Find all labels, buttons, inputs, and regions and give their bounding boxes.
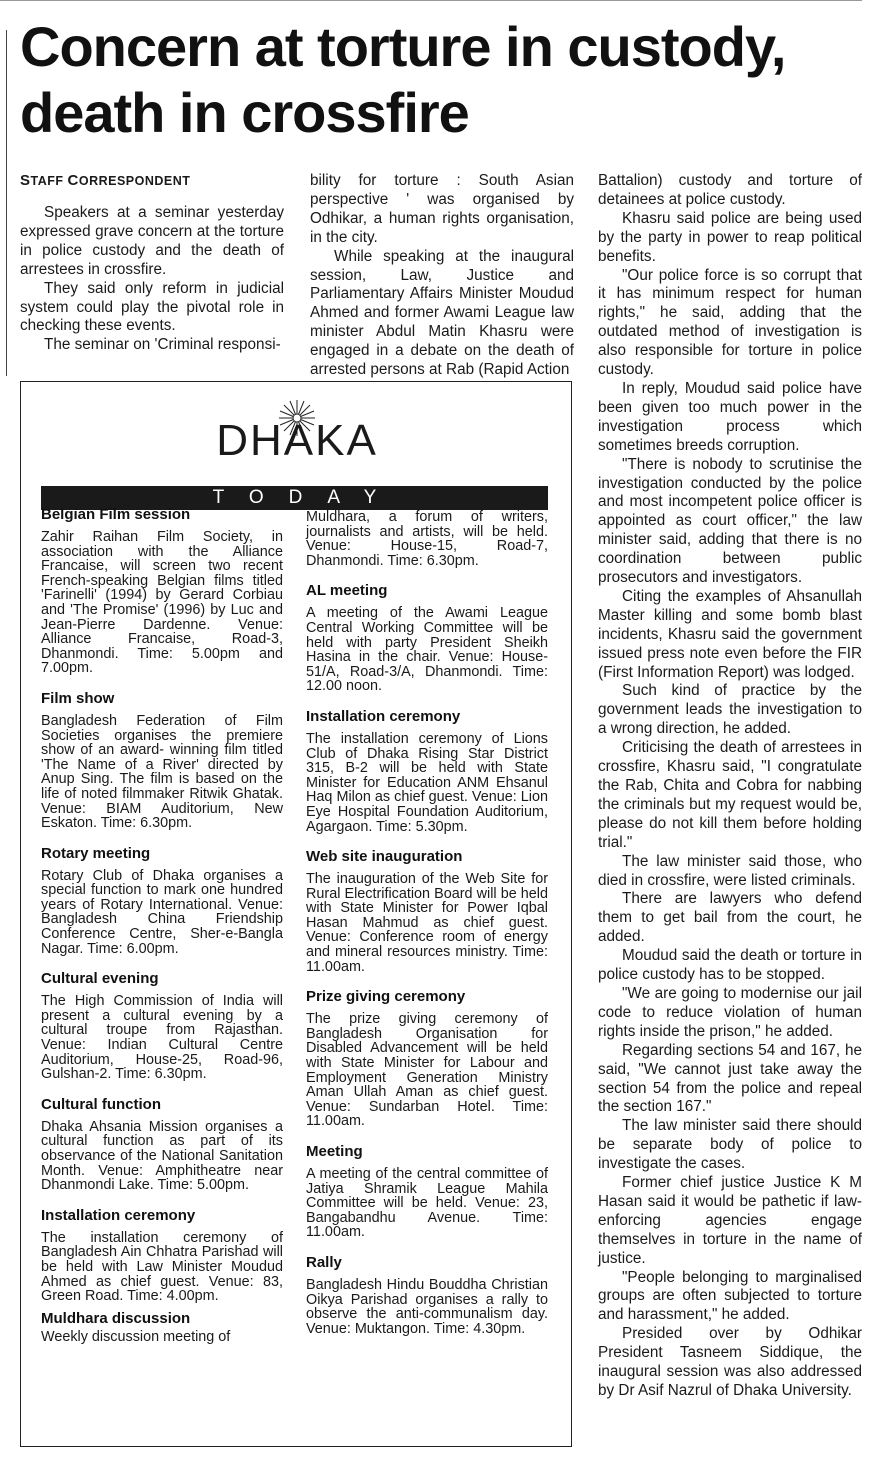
event-body: A meeting of the Awami League Central Working Committee will be held with party President Sheikh Hasina in the chair. Venue: House-51/A, Road-3/A, Dhanmondi. Time: 12.00 noon. <box>306 605 548 695</box>
paragraph: Regarding sections 54 and 167, he said, "We cannot just take away the section 54 from the police and repeal the section 167." <box>598 1041 862 1116</box>
event-item <box>41 506 283 676</box>
dhaka-today-box <box>20 381 572 1447</box>
event-body: The inauguration of the Web Site for Rural Electrification Board will be held with State Minister for Power Iqbal Hasan Mahmud as chief guest. Venue: Conference room of energy and mineral resources ministry. Time: 11.00am. <box>306 871 548 975</box>
event-item <box>306 988 548 1129</box>
event-item <box>41 1207 283 1304</box>
paragraph: Speakers at a seminar yesterday expressed grave concern at the torture in police custody and the death of arrestees in crossfire. <box>20 204 284 278</box>
paragraph: Battalion) custody and torture of detainees at police custody. <box>598 172 862 208</box>
article-column-3 <box>598 172 862 1401</box>
event-body: Weekly discussion meeting of <box>41 1328 231 1345</box>
event-item <box>41 845 283 957</box>
event-title: Rotary meeting <box>41 844 151 862</box>
events-right-column <box>306 510 548 1350</box>
paragraph: "Our police force is so corrupt that it has minimum respect for human rights," he said, adding that the outdated method of investigation is also responsible for torture in police custody. <box>598 266 862 379</box>
paragraph: While speaking at the inaugural session, Law, Justice and Parliamentary Affairs Minister Moudud Ahmed and former Awami League law minister Abdul Matin Khasru were engaged in a debate on the death of arrested persons at Rab (Rapid Action <box>310 247 574 379</box>
event-body: The installation ceremony of Lions Club of Dhaka Rising Star District 315, B-2 will be held with State Minister for Education ANM Ehsanul Haq Milon as chief guest. Venue: Lion Eye Hospital Foundation Auditorium, Agargaon. Time: 5.30pm. <box>306 730 548 835</box>
paragraph: "People belonging to marginalised groups are often subjected to torture and harassment," he added. <box>598 1268 862 1324</box>
event-item <box>306 510 548 568</box>
event-title: Meeting <box>306 1143 363 1160</box>
paragraph: The seminar on 'Criminal responsi- <box>44 336 281 354</box>
headline: Concern at torture in custody, death in crossfire <box>20 15 786 144</box>
event-title: Muldhara discussion <box>41 1309 191 1327</box>
events-left-column <box>41 506 283 1358</box>
paragraph: Presided over by Odhikar President Tasneem Siddique, the inaugural session was also addressed by Dr Asif Nazrul of Dhaka University. <box>598 1325 862 1399</box>
paragraph: In reply, Moudud said police have been given too much power in the investigation process which sometimes breeds corruption. <box>598 379 862 454</box>
paragraph: Former chief justice Justice K M Hasan said it would be pathetic if law-enforcing agencies engage themselves in torture in the name of justice. <box>598 1174 862 1267</box>
event-item <box>306 1254 548 1336</box>
event-title: Film show <box>41 689 115 707</box>
event-body: Bangladesh Federation of Film Societies organises the premiere show of an award- winning film titled 'The Name of a River' directed by Anup Sing. The film is based on the life of noted filmmaker Ritwik Ghatak. Venue: BIAM Auditorium, New Eskaton. Time: 6.30pm. <box>41 712 283 832</box>
paragraph: The law minister said those, who died in crossfire, were listed criminals. <box>598 852 862 889</box>
event-title: Cultural evening <box>41 970 159 988</box>
paragraph: Such kind of practice by the government leads the investigation to a wrong direction, he added. <box>598 682 862 738</box>
event-item <box>306 708 548 834</box>
paragraph: bility for torture : South Asian perspective ' was organised by Odhikar, a human rights organisation, in the city. <box>310 172 574 246</box>
logo-dhaka-text: DHAKA <box>216 416 378 465</box>
paragraph: There are lawyers who defend them to get bail from the court, he added. <box>598 890 862 946</box>
event-title: Prize giving ceremony <box>306 988 466 1006</box>
event-body: A meeting of the central committee of Jatiya Shramik League Mahila Committee will be held. Venue: 23, Bangabandhu Avenue. Time: 11.00am. <box>306 1166 548 1241</box>
paragraph: Criticising the death of arrestees in crossfire, Khasru said, "I congratulate the Rab, Chita and Cobra for nabbing the criminals but my request would be, please do not kill them before holding trial." <box>598 739 862 851</box>
logo-today-bar: TODAY <box>41 486 548 510</box>
event-item <box>306 1143 548 1240</box>
event-title: Installation ceremony <box>306 707 461 725</box>
event-item <box>306 848 548 974</box>
event-title: Installation ceremony <box>41 1206 196 1224</box>
dhaka-today-logo <box>21 398 573 508</box>
event-body: Zahir Raihan Film Society, in association with the Alliance Francaise, will screen two recent French-speaking Belgian films titled 'Farinelli' (1994) by Gerard Corbiau and 'The Promise' (1996) by Luc and Jean-Pierre Dardenne. Venue: Alliance Francaise, Road-3, Dhanmondi. Time: 5.00pm and 7.00pm. <box>41 529 283 677</box>
event-body: Muldhara, a forum of writers, journalists and artists, will be held. Venue: House-15, Road-7, Dhanmondi. Time: 6.30pm. <box>306 509 548 569</box>
event-item <box>41 690 283 831</box>
top-rule <box>0 0 862 1</box>
article-column-2 <box>310 172 574 380</box>
event-item <box>41 1096 283 1193</box>
event-body: Bangladesh Hindu Bouddha Christian Oikya Parishad organises a rally to observe the anti-communalism day. Venue: Muktangon. Time: 4.30pm. <box>306 1276 548 1337</box>
event-body: The prize giving ceremony of Bangladesh Organisation for Disabled Advancement will be held with State Minister for Labour and Employment Generation Ministry Aman Ullah Aman as chief guest. Venue: Sundarban Hotel. Time: 11.00am. <box>306 1011 548 1130</box>
event-title: Cultural function <box>41 1095 161 1113</box>
byline: STAFF CORRESPONDENT <box>20 172 191 189</box>
event-body: Dhaka Ahsania Mission organises a cultural function as part of its observance of the National Sanitation Month. Venue: Amphitheatre near Dhanmondi Lake. Time: 5.00pm. <box>41 1118 283 1194</box>
event-body: The High Commission of India will present a cultural evening by a cultural troupe from Rajasthan. Venue: Indian Cultural Centre Auditorium, House-25, Road-96, Gulshan-2. Time: 6.30pm. <box>41 993 283 1083</box>
event-body: Rotary Club of Dhaka organises a special function to mark one hundred years of Rotary International. Venue: Bangladesh China Friendship Conference Centre, Sher-e-Bangla Nagar. Time: 6.00pm. <box>41 867 283 957</box>
left-rule <box>6 30 7 376</box>
paragraph: Moudud said the death or torture in police custody has to be stopped. <box>598 947 862 984</box>
article-column-1 <box>20 172 284 355</box>
paragraph: "We are going to modernise our jail code to reduce violation of human rights inside the prison," he added. <box>598 984 862 1040</box>
paragraph: "There is nobody to scrutinise the investigation conducted by the police and most incompetent police officer is appointed as court officer," the law minister said, adding that there is no coordination between public prosecutors and investigators. <box>598 455 862 587</box>
event-title: Web site inauguration <box>306 848 463 866</box>
event-item <box>41 970 283 1082</box>
event-body: The installation ceremony of Bangladesh Ain Chhatra Parishad will be held with Law Minister Moudud Ahmed as chief guest. Venue: 83, Green Road. Time: 4.00pm. <box>41 1229 283 1305</box>
paragraph: The law minister said there should be separate body of police to investigate the cases. <box>598 1117 862 1173</box>
paragraph: Citing the examples of Ahsanullah Master killing and some bomb blast incidents, Khasru said the government issued press note even before the FIR (First Information Report) was lodged. <box>598 587 862 681</box>
event-item <box>41 1310 283 1345</box>
event-item <box>306 582 548 694</box>
paragraph: They said only reform in judicial system could play the pivotal role in checking these events. <box>20 279 284 335</box>
event-title: Rally <box>306 1253 342 1271</box>
event-title: AL meeting <box>306 582 388 600</box>
paragraph: Khasru said police are being used by the party in power to reap political benefits. <box>598 209 862 265</box>
event-title: Belgian Film session <box>41 506 191 523</box>
